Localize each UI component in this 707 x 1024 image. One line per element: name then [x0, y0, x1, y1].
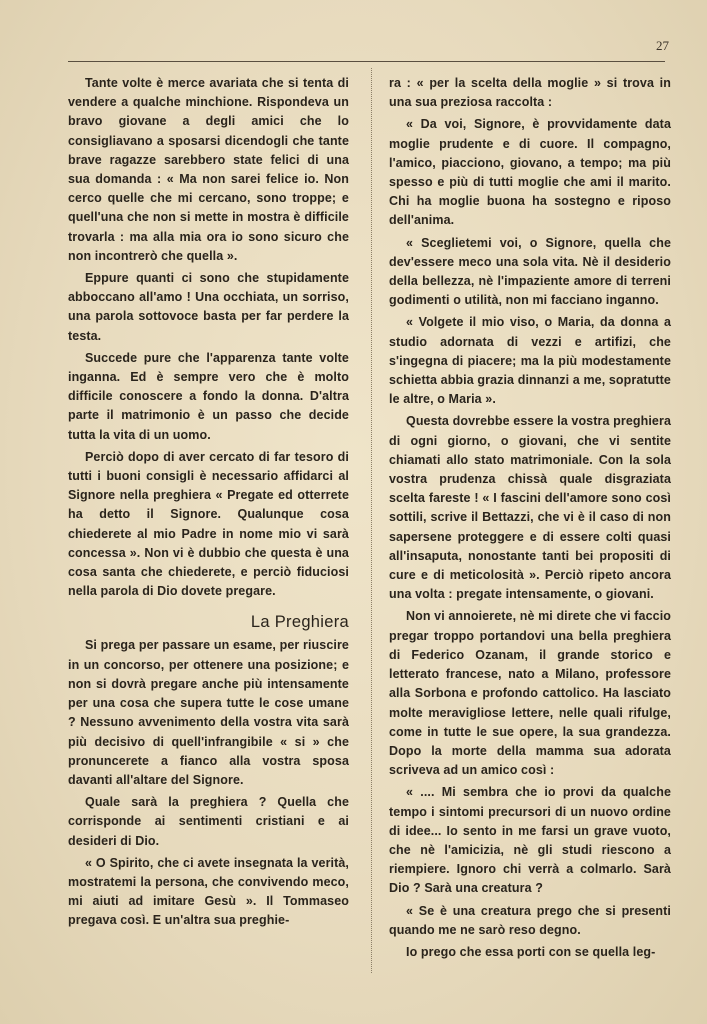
page-number: 27: [656, 38, 669, 53]
paragraph: « Volgete il mio viso, o Maria, da donna a studio adornata di vezzi e artifizi, che s'ingegna di piacere; ma la più modestamente schietta abbia grazia dinnanzi a me, sopratutte le altre, o Maria ».: [389, 315, 671, 407]
paragraph: Non vi annoierete, nè mi direte che vi faccio pregar troppo portandovi una bella preghiera di Federico Ozanam, il grande storico e letterato francese, nato a Milano, professore alla Sorbona e profondo cattolico. Ha lasciato molte meravigliose lettere, nelle quali rifulge, come in tutte le sue opere, la sua grandezza. Dopo la morte della mamma sua adorata scriveva ad un amico così :: [389, 609, 671, 778]
paragraph: Tante volte è merce avariata che si tenta di vendere a qualche minchione. Rispondeva un bravo giovane a degli amici che lo consigliavano a sposarsi dicendogli che tante brave ragazze sarebbero state felici di una sua domanda : « Ma non sarei felice io. Non cerco quelle che mi cercano, sono troppe; e quell'una che non si mette in mostra è difficile trovarla : ma alla mia ora io sono sicuro che non incontrerò che quella ».: [68, 76, 349, 263]
paragraph: Questa dovrebbe essere la vostra preghiera di ogni giorno, o giovani, che vi sentite chiamati allo stato matrimoniale. Con la sola vostra prudenza chissà quale disgraziata scelta fareste ! « I fascini dell'amore sono così sottili, scrive il Bettazzi, che vi è il caso di non sapersene proteggere e di essere colti quasi all'insaputa, nonostante tanti bei propositi di cure e di meticolosità ». Perciò ripeto ancora una volta : pregate intensamente, o giovani.: [389, 414, 671, 602]
column-divider: [371, 68, 372, 973]
section-title: La Preghiera: [250, 613, 349, 632]
paragraph: Io prego che essa porti con se quella leg-: [406, 944, 656, 959]
paragraph: Eppure quanti ci sono che stupidamente abboccano all'amo ! Una occhiata, un sorriso, una parola sottovoce basta per far perdere la testa.: [68, 271, 349, 343]
paragraph: Si prega per passare un esame, per riuscire in un concorso, per ottenere una posizione; e non si dovrà pregare anche più intensamente per una cosa che supera tutte le cose umane ? Nessuno avvenimento della vostra vita sarà più decisivo di quell'infrangibile « si » che pronuncerete a fianco alla vostra sposa davanti all'altare del Signore.: [68, 638, 349, 787]
paragraph: « .... Mi sembra che io provi da qualche tempo i sintomi precursori di un nuovo ordine di idee... Io sento in me farsi un grave vuoto, che nè l'amicizia, nè gli studi riescono a riempiere. Ignoro chi verrà a colmarlo. Sarà Dio ? Sarà una creatura ?: [389, 785, 671, 896]
left-column: [68, 74, 349, 934]
paragraph: « Sceglietemi voi, o Signore, quella che dev'essere meco una sola vita. Nè il desiderio della bellezza, nè l'impaziente amore di terreni godimenti o utilità, non mi facciano inganno.: [389, 235, 671, 308]
paragraph: Quale sarà la preghiera ? Quella che corrisponde ai sentimenti cristiani e ai desideri di Dio.: [68, 795, 349, 848]
header-rule: [68, 61, 665, 62]
paragraph: « Se è una creatura prego che si presenti quando me ne sarò reso degno.: [389, 903, 671, 937]
right-column: [389, 74, 671, 965]
paragraph: Succede pure che l'apparenza tante volte inganna. Ed è sempre vero che è molto difficile conoscere a fondo la donna. D'altra parte il matrimonio è un passo che decide tutta la vita di un uomo.: [68, 350, 349, 442]
paragraph: Perciò dopo di aver cercato di far tesoro di tutti i buoni consigli è necessario affidarci al Signore nella preghiera « Pregate ed otterrete ha detto il Signore. Qualunque cosa chiederete al mio Padre in nome mio vi sarà concessa ». Non vi è dubbio che questa è una cosa santa che chiederete, e perciò fiduciosi nella parola di Dio dovete pregare.: [68, 449, 349, 599]
paragraph-continuation: ra : « per la scelta della moglie » si trova in una sua preziosa raccolta :: [389, 76, 671, 110]
paragraph: « O Spirito, che ci avete insegnata la verità, mostratemi la persona, che convivendo meco, mi aiuti ad imitare Gesù ». Il Tommaseo pregava così. E un'altra sua preghie-: [68, 855, 349, 928]
paragraph: « Da voi, Signore, è provvidamente data moglie prudente e di cuore. Il compagno, l'amico, piacciono, giovano, a tempo; ma più spesso e più di tutti moglie che ami il marito. Chi ha moglie buona ha sostegno e riposo dell'anima.: [389, 117, 671, 228]
